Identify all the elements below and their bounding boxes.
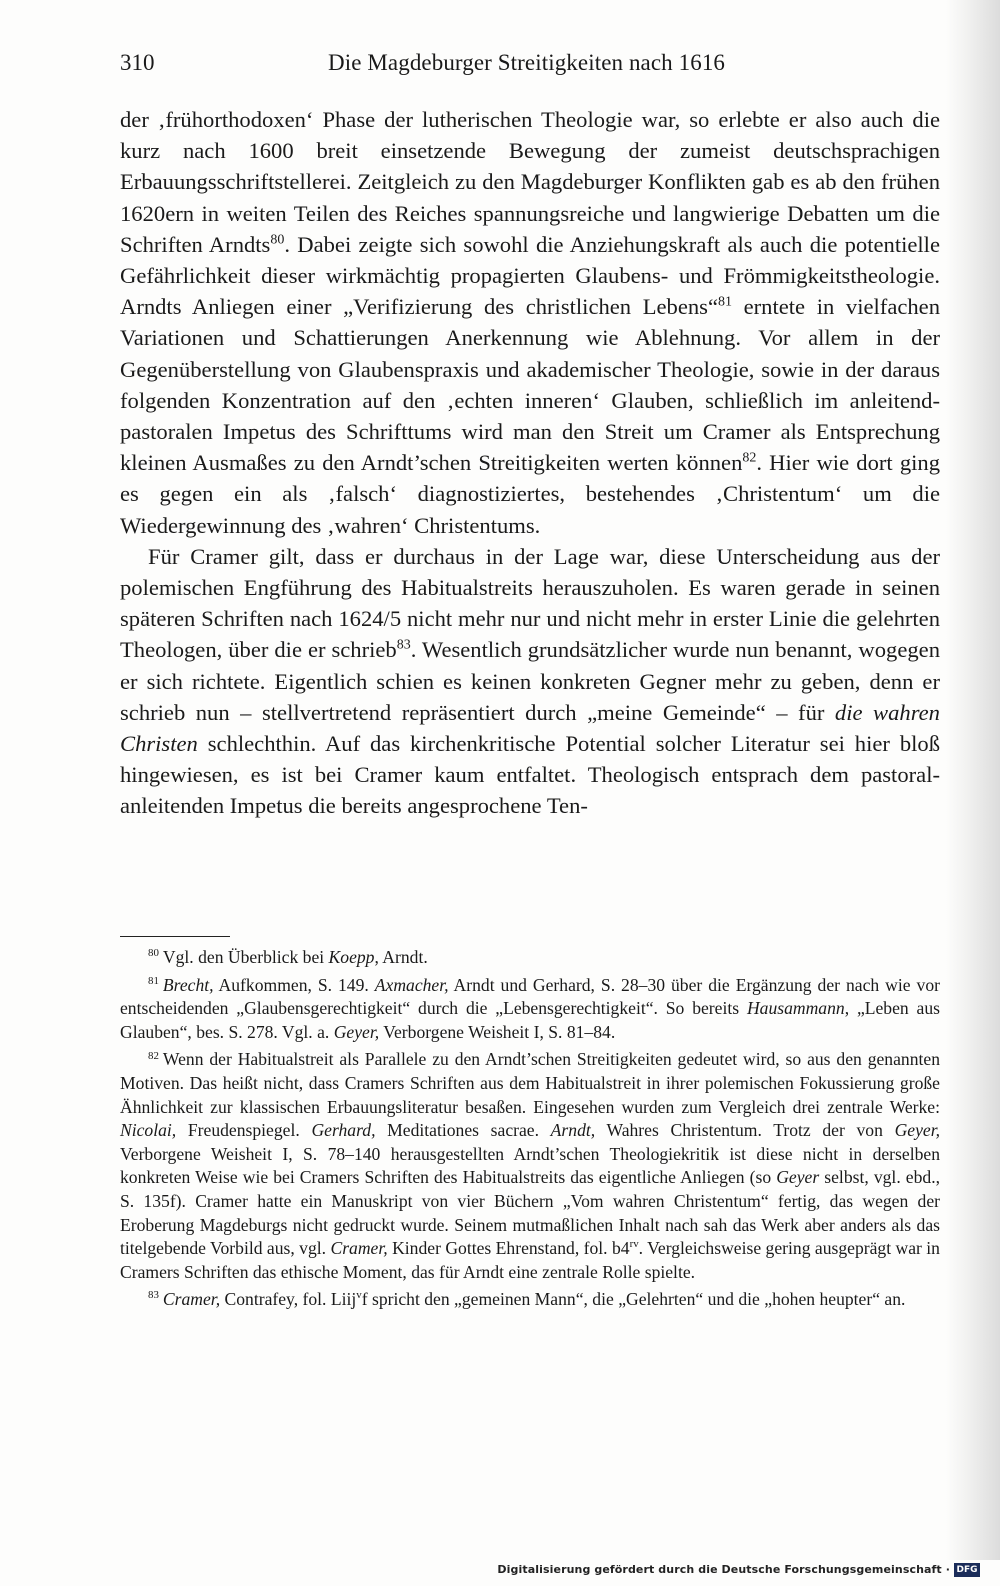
footnote-number: 81 <box>148 974 159 987</box>
paragraph-1: der ‚frühorthodoxen‘ Phase der lutherischen Theologie war, so erlebte er also auch die kurz nach 1600 breit einsetzende Bewegung der zumeist deutschsprachigen Erbauungsschriftstellerei. Zeitgleich zu den Magdeburger Konflikten gab es ab den frühen 1620ern in weiten Teilen des Reiches spannungsreiche und langwierige Debatten um die Schriften Arndts$^{80}$. Dabei zeigte sich sowohl die Anziehungskraft als auch die potentielle Gefährlichkeit dieser wirkmächtig propagierten Glaubens- und Frömmigkeitstheologie. Arndts Anliegen einer „Verifizierung des christlichen Lebens“$^{81}$ erntete in vielfachen Variationen und Schattierungen Anerkennung wie Ablehnung. Vor allem in der Gegenüberstellung von Glaubenspraxis und akademischer Theologie, sowie in der daraus folgenden Konzentration auf den ‚echten inneren‘ Glauben, schließlich im anleitend-pastoralen Impetus des Schrifttums wird man den Streit um Cramer als Entsprechung kleinen Ausmaßes zu den Arndt’schen Streitigkeiten werten können$^{82}$. Hier wie dort ging es gegen ein als ‚falsch‘ diagnostiziertes, bestehendes ‚Christentum‘ um die Wiedergewinnung des ‚wahren‘ Christentums. <box>120 107 941 538</box>
main-text <box>120 104 940 822</box>
footnote-ref-80[interactable]: 80 <box>270 232 285 248</box>
page-number: 310 <box>120 50 155 75</box>
paragraph-2: Für Cramer gilt, dass er durchaus in der Lage war, diese Unterscheidung aus der polemischen Engführung des Habitualstreits herauszuholen. Es waren gerade in seinen späteren Schriften nach 1624/5 nicht mehr nur und nicht mehr in erster Linie die gelehrten Theologen, über die er schrieb$^{83}$. Wesentlich grundsätzlicher wurde nun benannt, wogegen er sich richtete. Eigentlich schien es keinen konkreten Gegner mehr zu geben, denn er schrieb nun – stellvertretend repräsentiert durch „meine Gemeinde“ – für die wahren Christen schlechthin. Auf das kirchenkritische Potential solcher Literatur sei hier bloß hingewiesen, es ist bei Cramer kaum entfaltet. Theologisch entsprach dem pastoral-anleitenden Impetus die bereits angesprochene Ten- <box>120 543 940 819</box>
footnote-number: 83 <box>148 1289 159 1302</box>
footnote-80: $^{80}$ Vgl. den Überblick bei Koepp, Arndt. <box>148 947 428 967</box>
footnote-82: $^{82}$ Wenn der Habitualstreit als Parallele zu den Arndt’schen Streitigkeiten gedeutet wird, so aus den genannten Motiven. Das heißt nicht, dass Cramers Schriften aus dem Habitualstreit in ihrer polemischen Fokussierung große Ähnlichkeit zur klassischen Erbauungsliteratur besaßen. Eingesehen wurden zum Vergleich drei zentrale Werke: Nicolai, Freudenspiegel. Gerhard, Meditationes sacrae. Arndt, Wahres Christentum. Trotz der von Geyer, Verborgene Weisheit I, S. 78–140 herausgestellten Arndt’schen Theologiekritik ist diese nicht in derselben konkreten Weise wie bei Cramers Schriften des Habitualstreits das eigentliche Anliegen (so Geyer selbst, vgl. ebd., S. 135f). Cramer hatte ein Manuskript von vier Büchern „Vom wahren Christentum“ fertig, das wegen der Eroberung Magdeburgs nicht gedruckt wurde. Seinem mutmaßlichen Inhalt nach sah das Werk aber anders als das titelgebende Vorbild aus, vgl. Cramer, Kinder Gottes Ehrenstand, fol. $b4^{rv}$. Vergleichsweise gering ausgeprägt war in Cramers Schriften das ethische Moment, das für Arndt eine zentrale Rolle spielte. <box>120 1049 941 1282</box>
footnotes <box>120 946 940 1316</box>
emphasis-text: die wahren Christen <box>120 699 940 757</box>
digitization-credit: Digitalisierung gefördert durch die Deutsche Forschungsgemeinschaft · <box>497 1563 950 1576</box>
footnote-83: $^{83}$ Cramer, Contrafey, fol. Liij$^v$f spricht den „gemeinen Mann“, die „Gelehrten“ und die „hohen heupter“ an. <box>148 1289 906 1310</box>
dfg-logo: DFG <box>954 1563 980 1577</box>
footnote-separator <box>120 936 230 937</box>
running-title: Die Magdeburger Streitigkeiten nach 1616 <box>328 50 726 75</box>
footnote-number: 80 <box>148 947 159 960</box>
page-edge-shadow <box>946 0 1000 1560</box>
footnote-number: 82 <box>148 1049 159 1062</box>
footnote-81: $^{81}$ Brecht, Aufkommen, S. 149. Axmacher, Arndt und Gerhard, S. 28–30 über die Ergänzung der nach wie vor entscheidenden „Glaubensgerechtigkeit“ durch die „Lebensgerechtigkeit“. So bereits Hausammann, „Leben aus Glauben“, bes. S. 278. Vgl. a. Geyer, Verborgene Weisheit I, S. 81–84. <box>120 974 941 1042</box>
footnote-ref-81[interactable]: 81 <box>718 294 732 310</box>
running-head <box>120 50 940 82</box>
footnote-ref-83[interactable]: 83 <box>396 637 411 653</box>
footnote-ref-82[interactable]: 82 <box>742 450 757 466</box>
